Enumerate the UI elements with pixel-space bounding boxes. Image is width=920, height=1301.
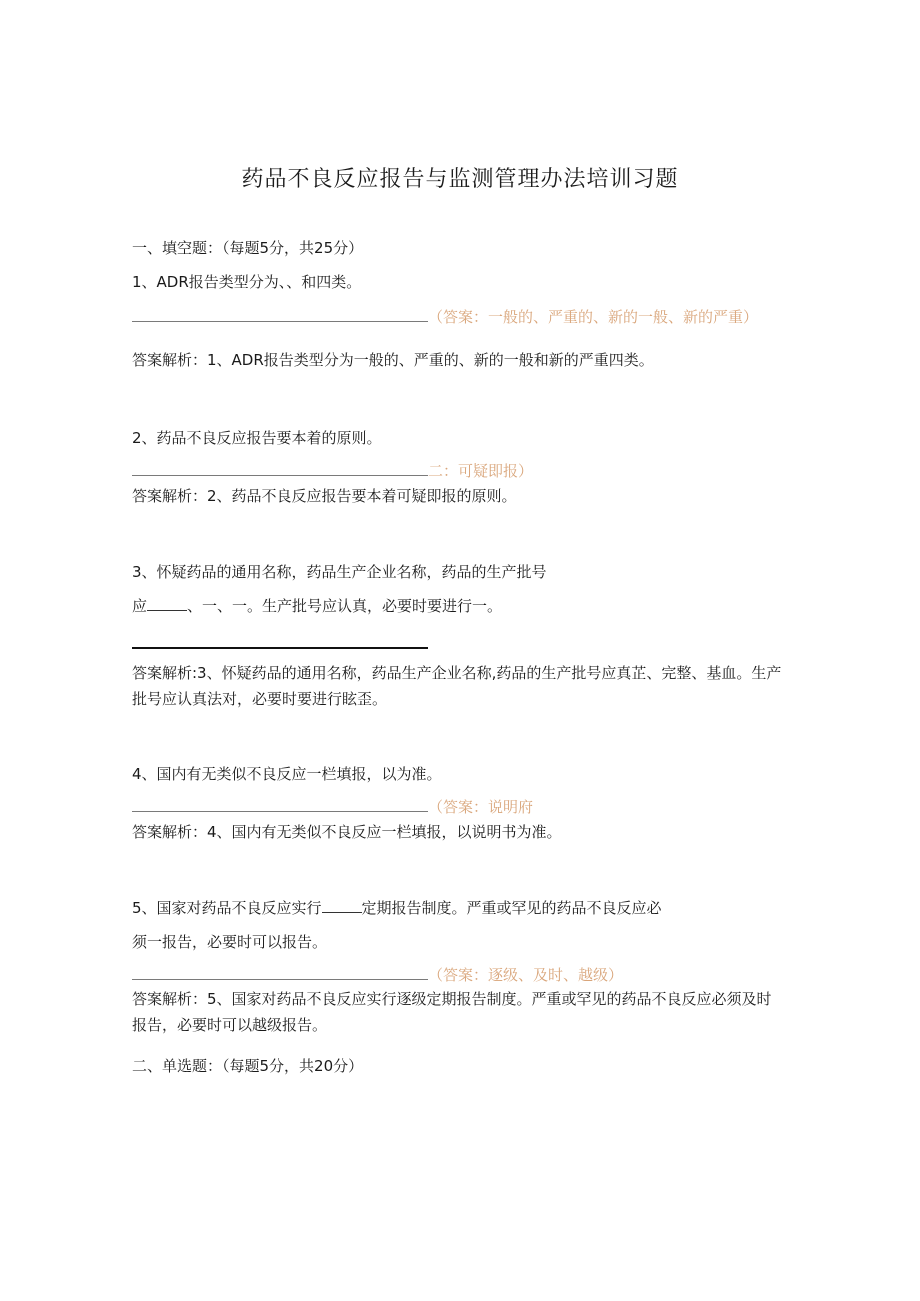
answer-blank [132, 460, 428, 476]
explanation-2: 答案解析：2、药品不良反应报告要本着可疑即报的原则。 [132, 487, 517, 505]
section-heading-fill: 一、填空题：（每题5分，共25分） [132, 239, 364, 257]
question-3-line-2 [132, 596, 502, 616]
question-5-line-2: 须一报告，必要时可以报告。 [132, 933, 328, 951]
question-2: 2、药品不良反应报告要本着的原则。 [132, 429, 382, 447]
question-1: 1、ADR报告类型分为、、和四类。 [132, 273, 362, 291]
answer-blank [132, 964, 428, 980]
question-4: 4、国内有无类似不良反应一栏填报，以为准。 [132, 765, 442, 783]
question-3-line-1: 3、怀疑药品的通用名称，药品生产企业名称，药品的生产批号 [132, 563, 547, 581]
answer-blank [132, 306, 428, 322]
explanation-3: 答案解析:3、怀疑药品的通用名称，药品生产企业名称,药品的生产批号应真芷、完整、基血。生产批号应认真法对，必要时要进行眩歪。 [132, 664, 782, 708]
answer-row-2 [132, 460, 782, 481]
answer-row-1 [132, 306, 782, 327]
question-3-text-b: 、一、一。生产批号应认真，必要时要进行一。 [187, 597, 503, 615]
question-5-line-1 [132, 898, 662, 918]
answer-hint: （答案：一般的、严重的、新的一般、新的严重） [428, 308, 759, 326]
answer-row-4 [132, 796, 782, 817]
question-5-text-a: 5、国家对药品不良反应实行 [132, 899, 322, 917]
answer-row-5 [132, 964, 782, 985]
question-3-text-a: 应 [132, 597, 148, 615]
page-title: 药品不良反应报告与监测管理办法培训习题 [241, 167, 679, 192]
section-heading-single-choice: 二、单选题：（每题5分，共20分） [132, 1057, 364, 1075]
answer-hint: 二：可疑即报） [428, 462, 534, 480]
answer-row-3 [132, 632, 782, 654]
question-5-text-b: 定期报告制度。严重或罕见的药品不良反应必 [361, 899, 662, 917]
answer-blank [132, 796, 428, 812]
answer-hint: （答案：说明府 [428, 798, 534, 816]
explanation-1: 答案解析：1、ADR报告类型分为一般的、严重的、新的一般和新的严重四类。 [132, 351, 654, 369]
explanation-4: 答案解析：4、国内有无类似不良反应一栏填报，以说明书为准。 [132, 823, 562, 841]
answer-blank [132, 632, 428, 649]
answer-gap [322, 898, 362, 913]
explanation-5: 答案解析：5、国家对药品不良反应实行逐级定期报告制度。严重或罕见的药品不良反应必须及时报告，必要时可以越级报告。 [132, 990, 772, 1034]
answer-hint: （答案：逐级、及时、越级） [428, 966, 624, 984]
answer-gap [147, 596, 187, 611]
